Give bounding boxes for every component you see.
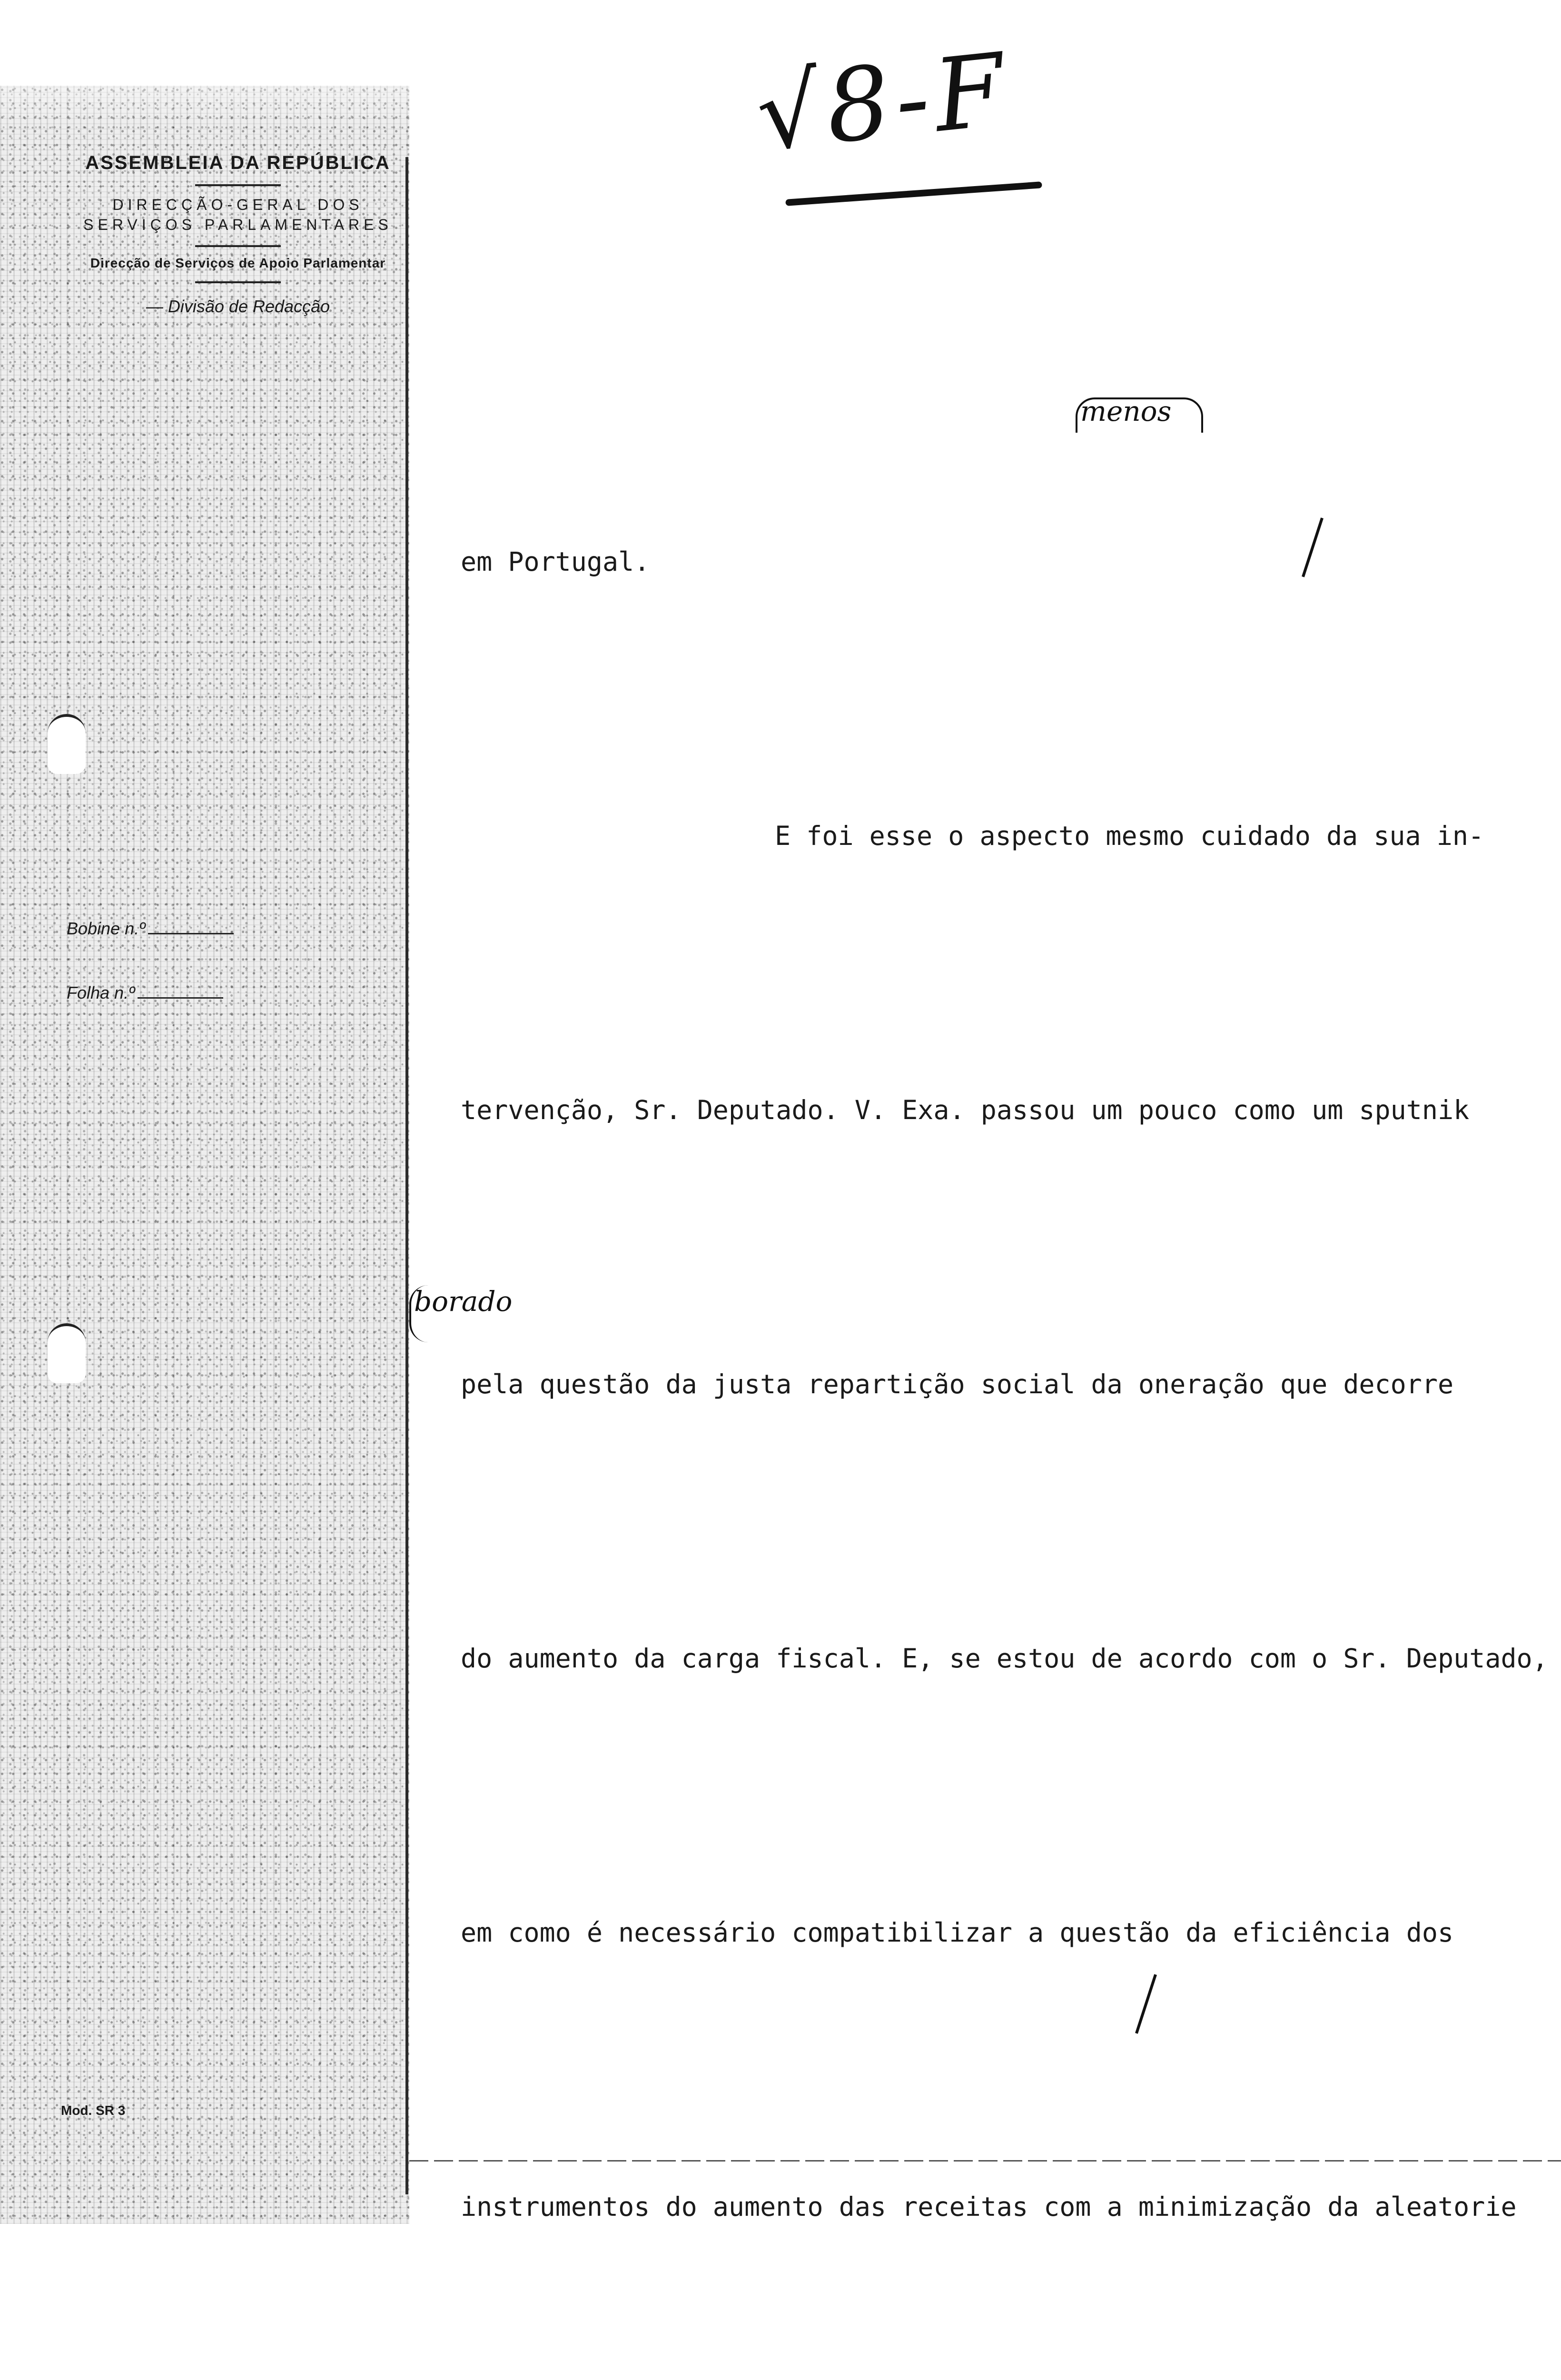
annotation-menos: menos [1080,395,1172,427]
form-code: Mod. SR 3 [61,2103,126,2118]
letterhead-division: — Divisão de Redacção [146,297,330,316]
letterhead-rule-3 [195,281,281,283]
letterhead-line-1: DIRECÇÃO-GERAL DOS [112,196,364,213]
letterhead-rule-2 [195,245,281,247]
punch-hole-lower [48,1323,86,1383]
bobine-blank [148,933,234,934]
letterhead [81,152,395,317]
folha-blank [138,997,223,999]
photocopy-margin-strip [0,86,409,2224]
handwritten-underline [785,181,1042,206]
annotation-borado: borado [414,1285,513,1318]
bobine-label: Bobine n.º [67,919,146,938]
body-line: E foi esse o aspecto mesmo cuidado da sua in- [775,821,1484,851]
body-line: em como é necessário compatibilizar a questão da eficiência dos [461,1917,1454,1948]
body-line: instrumentos do aumento das receitas com a minimização da aleatorie [461,2192,1517,2222]
body-line: pela questão da justa repartição social da oneração que decorre [461,1369,1454,1399]
margin-rule [405,157,408,2194]
handwritten-reference: √8-F [751,30,1016,174]
transcript-body [461,333,1548,2380]
folha-field [67,983,223,1003]
folha-label: Folha n.º [67,983,135,1002]
letterhead-title: ASSEMBLEIA DA REPÚBLICA [85,152,391,173]
body-line: tervenção, Sr. Deputado. V. Exa. passou um pouco como um sputnik [461,1095,1470,1125]
letterhead-line-2: SERVIÇOS PARLAMENTARES [83,216,393,233]
body-line: do aumento da carga fiscal. E, se estou de acordo com o Sr. Deputado, [461,1643,1548,1674]
bobine-field [67,919,234,939]
letterhead-line-3: Direcção de Serviços de Apoio Parlamentar [90,256,386,270]
margin-fade [0,0,409,124]
body-line: em Portugal. [461,546,650,577]
letterhead-rule [195,184,281,186]
punch-hole-upper [48,714,86,774]
